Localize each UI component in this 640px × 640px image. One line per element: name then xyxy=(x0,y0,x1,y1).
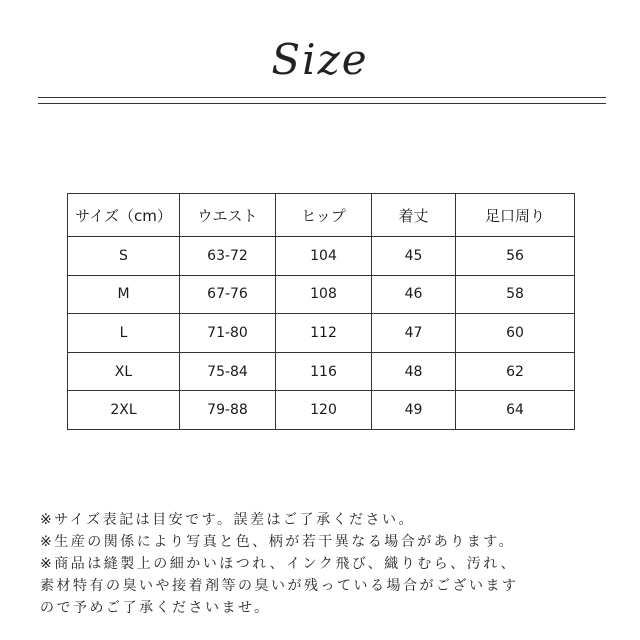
cell-waist: 67-76 xyxy=(180,275,276,314)
notes-block xyxy=(40,509,620,619)
header-hip: ヒップ xyxy=(276,194,372,237)
cell-size: 2XL xyxy=(68,391,180,430)
header-leg-opening: 足口周り xyxy=(456,194,575,237)
cell-leg-opening: 56 xyxy=(456,237,575,276)
note-line: ※サイズ表記は目安です。誤差はご了承ください。 xyxy=(40,512,415,528)
table-row xyxy=(68,237,575,276)
cell-hip: 108 xyxy=(276,275,372,314)
cell-waist: 71-80 xyxy=(180,314,276,353)
cell-leg-opening: 64 xyxy=(456,391,575,430)
title-divider-bottom xyxy=(38,103,606,104)
cell-hip: 120 xyxy=(276,391,372,430)
cell-size: S xyxy=(68,237,180,276)
table-row xyxy=(68,391,575,430)
cell-leg-opening: 60 xyxy=(456,314,575,353)
cell-waist: 79-88 xyxy=(180,391,276,430)
cell-size: M xyxy=(68,275,180,314)
cell-hip: 116 xyxy=(276,352,372,391)
cell-hip: 104 xyxy=(276,237,372,276)
header-size: サイズ（cm） xyxy=(68,194,180,237)
page-title: Size xyxy=(271,35,369,84)
cell-length: 46 xyxy=(372,275,456,314)
table-header-row xyxy=(68,194,575,237)
size-table xyxy=(67,193,575,430)
note-line: 素材特有の臭いや接着剤等の臭いが残っている場合がございます xyxy=(40,578,519,594)
cell-length: 47 xyxy=(372,314,456,353)
cell-leg-opening: 62 xyxy=(456,352,575,391)
cell-leg-opening: 58 xyxy=(456,275,575,314)
cell-size: XL xyxy=(68,352,180,391)
title-divider-top xyxy=(38,97,606,98)
cell-waist: 75-84 xyxy=(180,352,276,391)
cell-length: 48 xyxy=(372,352,456,391)
cell-hip: 112 xyxy=(276,314,372,353)
header-waist: ウエスト xyxy=(180,194,276,237)
cell-size: L xyxy=(68,314,180,353)
cell-length: 45 xyxy=(372,237,456,276)
note-line: ※商品は縫製上の細かいほつれ、インク飛び、織りむら、汚れ、 xyxy=(40,556,518,572)
note-line: ので予めご了承くださいませ。 xyxy=(40,600,271,616)
table-row xyxy=(68,314,575,353)
note-line: ※生産の関係により写真と色、柄が若干異なる場合があります。 xyxy=(40,534,516,550)
cell-length: 49 xyxy=(372,391,456,430)
table-row xyxy=(68,352,575,391)
header-length: 着丈 xyxy=(372,194,456,237)
table-row xyxy=(68,275,575,314)
cell-waist: 63-72 xyxy=(180,237,276,276)
